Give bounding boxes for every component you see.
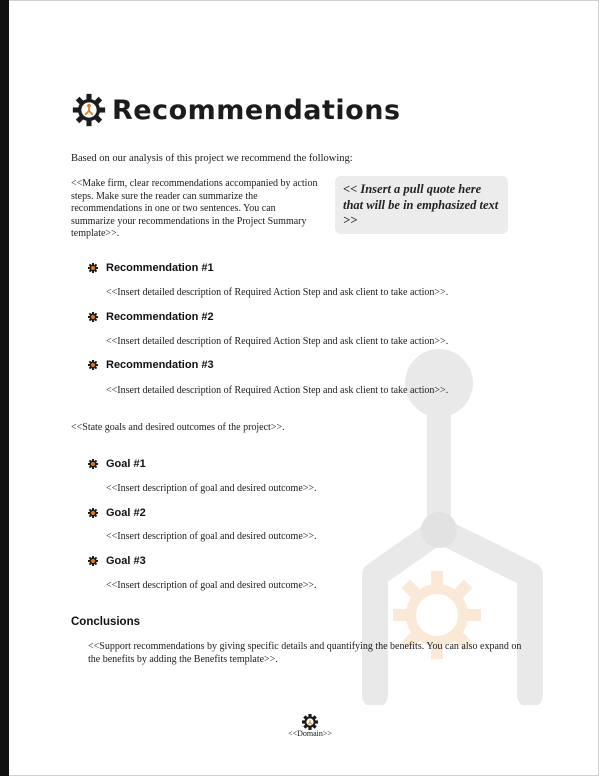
recommendation-description: <<Insert detailed description of Required Action Step and ask client to take action>>. (106, 336, 449, 347)
gear-connector-icon (302, 714, 318, 730)
gear-bullet-icon (88, 263, 98, 273)
conclusions-body: <<Support recommendations by giving specific details and quantifying the benefits. You can also expand on the benefits by adding the Benefits template>>. (88, 641, 522, 665)
goal-description: <<Insert description of goal and desired outcome>>. (106, 531, 317, 542)
gear-bullet-icon (88, 556, 98, 566)
recommendation-item (88, 262, 214, 274)
recommendation-title: Recommendation #1 (106, 262, 214, 274)
pull-quote: << Insert a pull quote here that will be in emphasized text >> (335, 176, 508, 234)
left-edge-bar (0, 0, 9, 776)
recommendation-item (88, 359, 214, 371)
goal-item (88, 458, 146, 470)
goal-title: Goal #2 (106, 507, 146, 519)
recommendation-description: <<Insert detailed description of Required Action Step and ask client to take action>>. (106, 385, 449, 396)
goal-item (88, 507, 146, 519)
goal-description: <<Insert description of goal and desired outcome>>. (106, 483, 317, 494)
goal-description: <<Insert description of goal and desired outcome>>. (106, 580, 317, 591)
recommendation-title: Recommendation #2 (106, 311, 214, 323)
recommendation-description: <<Insert detailed description of Required Action Step and ask client to take action>>. (106, 287, 449, 298)
page-heading (72, 92, 401, 128)
goal-item (88, 555, 146, 567)
recommendation-item (88, 311, 214, 323)
gear-bullet-icon (88, 312, 98, 322)
recommendation-title: Recommendation #3 (106, 359, 214, 371)
intro-text: Based on our analysis of this project we recommend the following: (71, 153, 353, 164)
gear-bullet-icon (88, 360, 98, 370)
goal-title: Goal #1 (106, 458, 146, 470)
conclusions-heading: Conclusions (71, 616, 141, 628)
page-title: Recommendations (112, 94, 401, 126)
goal-title: Goal #3 (106, 555, 146, 567)
gear-bullet-icon (88, 508, 98, 518)
goals-intro-text: <<State goals and desired outcomes of the project>>. (71, 422, 285, 433)
footer-domain: <<Domain>> (288, 729, 332, 738)
gear-bullet-icon (88, 459, 98, 469)
summary-paragraph: <<Make firm, clear recommendations accompanied by action steps. Make sure the reader can summarize the recommendations in one or two sentences. You can summarize your recommendations in the Project Summary template>>. (71, 178, 318, 240)
gear-connector-icon (72, 93, 106, 127)
